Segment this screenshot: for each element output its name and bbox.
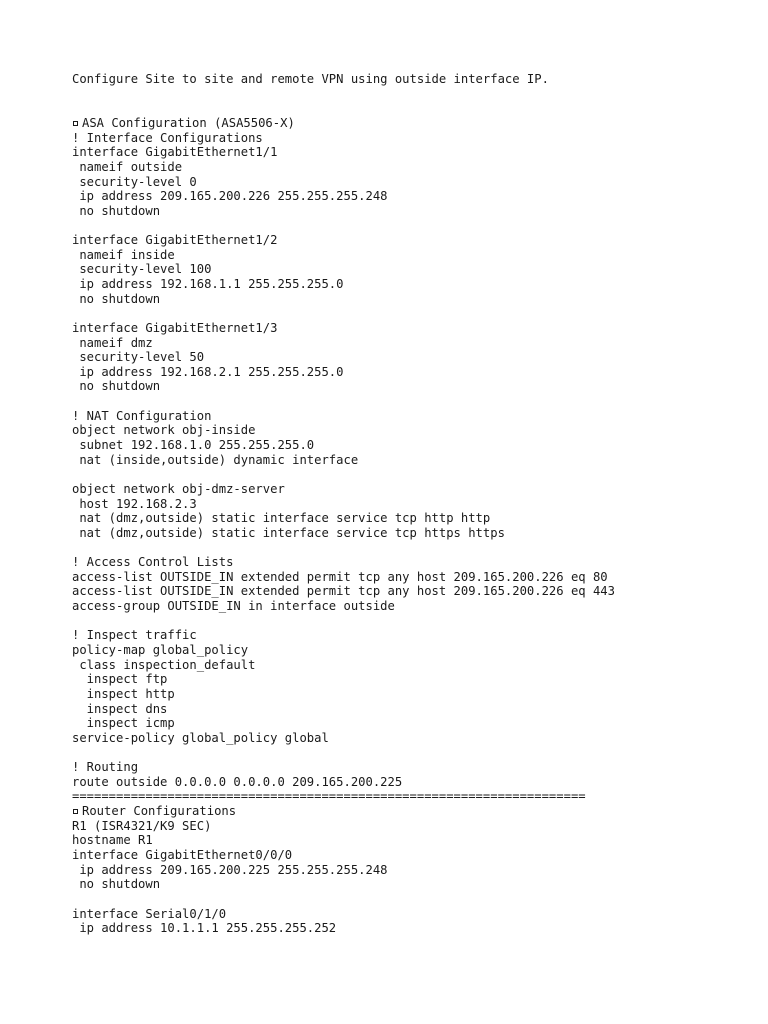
config-line: [72, 482, 752, 497]
config-line-text: interface GigabitEthernet1/3: [72, 320, 278, 335]
config-line-text: ip address 209.165.200.226 255.255.255.248: [72, 189, 388, 204]
config-line: [72, 877, 752, 892]
config-line: [72, 336, 752, 351]
config-line-text: nameif inside: [72, 247, 175, 262]
config-line-text: interface GigabitEthernet1/2: [72, 233, 278, 248]
config-line: [72, 833, 752, 848]
config-line-text: host 192.168.2.3: [72, 496, 197, 511]
config-line: [72, 848, 752, 863]
section-heading-line: [72, 804, 752, 819]
config-line: [72, 262, 752, 277]
config-line-text: subnet 192.168.1.0 255.255.255.0: [72, 438, 315, 453]
config-line: [72, 658, 752, 673]
config-line-text: ======================================================================: [72, 789, 586, 804]
config-line-text: route outside 0.0.0.0 0.0.0.0 209.165.200.225: [72, 774, 403, 789]
config-line-text: service-policy global_policy global: [72, 730, 329, 745]
config-line: [72, 292, 752, 307]
config-line: [72, 131, 752, 146]
config-line-text: policy-map global_policy: [72, 643, 249, 658]
section-heading-line: [72, 116, 752, 131]
config-line: [72, 746, 752, 761]
config-line: [72, 584, 752, 599]
config-line: [72, 204, 752, 219]
config-line-text: object network obj-inside: [72, 423, 256, 438]
config-line: [72, 350, 752, 365]
config-line-text: object network obj-dmz-server: [72, 481, 285, 496]
config-line: [72, 233, 752, 248]
config-line: [72, 541, 752, 556]
config-line-text: ip address 10.1.1.1 255.255.255.252: [72, 921, 337, 936]
config-line: [72, 702, 752, 717]
config-line-text: inspect ftp: [72, 672, 168, 687]
config-line: [72, 760, 752, 775]
config-line-text: nameif outside: [72, 159, 183, 174]
config-line: [72, 423, 752, 438]
config-line: [72, 248, 752, 263]
document-page: [72, 72, 752, 936]
config-code-block: [72, 116, 752, 936]
config-line-text: hostname R1: [72, 833, 153, 848]
config-line: [72, 321, 752, 336]
config-line-text: ip address 192.168.2.1 255.255.255.0: [72, 364, 344, 379]
config-line-text: ip address 209.165.200.225 255.255.255.248: [72, 862, 388, 877]
document-title: Configure Site to site and remote VPN using outside interface IP.: [72, 72, 549, 86]
config-line: [72, 716, 752, 731]
config-line: [72, 731, 752, 746]
config-line: [72, 921, 752, 936]
config-line-text: no shutdown: [72, 379, 161, 394]
config-line: [72, 775, 752, 790]
config-line-text: inspect icmp: [72, 716, 175, 731]
config-line-text: ASA Configuration (ASA5506-X): [82, 115, 295, 130]
config-line: [72, 789, 752, 804]
config-line-text: interface GigabitEthernet1/1: [72, 145, 278, 160]
config-line-text: no shutdown: [72, 203, 161, 218]
config-line-text: nat (dmz,outside) static interface service tcp http http: [72, 511, 491, 526]
config-line: [72, 365, 752, 380]
config-line-text: ! Inspect traffic: [72, 628, 197, 643]
config-line-text: inspect http: [72, 686, 175, 701]
config-line: [72, 409, 752, 424]
config-line-text: security-level 0: [72, 174, 197, 189]
config-line-text: interface Serial0/1/0: [72, 906, 227, 921]
config-line: [72, 555, 752, 570]
config-line: [72, 907, 752, 922]
config-line: [72, 628, 752, 643]
config-line: [72, 687, 752, 702]
config-line-text: access-list OUTSIDE_IN extended permit tcp any host 209.165.200.226 eq 443: [72, 584, 615, 599]
config-line-text: no shutdown: [72, 877, 161, 892]
config-line: [72, 160, 752, 175]
config-line: [72, 599, 752, 614]
config-line: [72, 438, 752, 453]
config-line-text: class inspection_default: [72, 657, 256, 672]
config-line-text: ! Interface Configurations: [72, 130, 263, 145]
config-line: [72, 306, 752, 321]
config-line: [72, 511, 752, 526]
config-line: [72, 189, 752, 204]
config-line: [72, 892, 752, 907]
config-line: [72, 175, 752, 190]
config-line: [72, 672, 752, 687]
config-line: [72, 614, 752, 629]
config-line-text: R1 (ISR4321/K9 SEC): [72, 818, 212, 833]
config-line-text: security-level 100: [72, 262, 212, 277]
config-line-text: ! NAT Configuration: [72, 408, 212, 423]
config-line: [72, 863, 752, 878]
config-line-text: Router Configurations: [82, 804, 237, 819]
config-line-text: nat (inside,outside) dynamic interface: [72, 452, 359, 467]
config-line-text: security-level 50: [72, 350, 205, 365]
config-line: [72, 467, 752, 482]
config-line: [72, 453, 752, 468]
config-line: [72, 497, 752, 512]
config-line: [72, 277, 752, 292]
config-line-text: interface GigabitEthernet0/0/0: [72, 847, 293, 862]
config-line-text: nameif dmz: [72, 335, 153, 350]
config-line-text: inspect dns: [72, 701, 168, 716]
config-line: [72, 145, 752, 160]
config-line-text: no shutdown: [72, 291, 161, 306]
square-bullet-icon: [73, 121, 78, 126]
config-line-text: nat (dmz,outside) static interface service tcp https https: [72, 525, 505, 540]
config-line-text: access-group OUTSIDE_IN in interface outside: [72, 599, 395, 614]
config-line: [72, 819, 752, 834]
config-line: [72, 526, 752, 541]
config-line: [72, 218, 752, 233]
config-line: [72, 379, 752, 394]
config-line-text: ip address 192.168.1.1 255.255.255.0: [72, 277, 344, 291]
config-line: [72, 394, 752, 409]
config-line: [72, 570, 752, 585]
config-line-text: ! Routing: [72, 760, 139, 775]
config-line: [72, 643, 752, 658]
config-line-text: ! Access Control Lists: [72, 555, 234, 570]
square-bullet-icon: [73, 809, 78, 814]
config-line-text: access-list OUTSIDE_IN extended permit tcp any host 209.165.200.226 eq 80: [72, 569, 608, 584]
